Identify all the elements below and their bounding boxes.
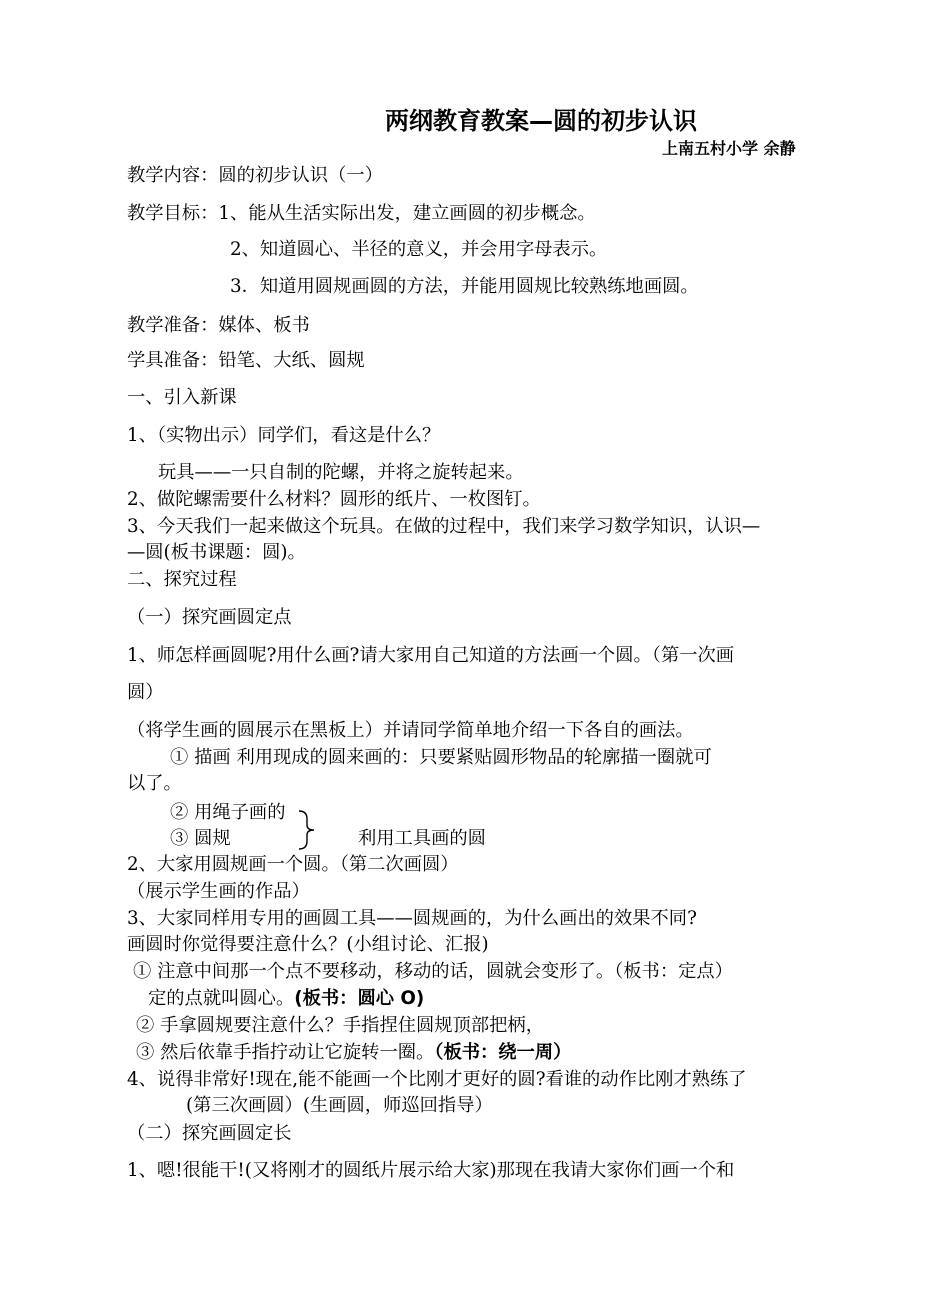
teaching-goal-3: 3．知道用圆规画圆的方法，并能用圆规比较熟练地画圆。 [230,276,699,297]
teaching-goal-1: 教学目标：1、能从生活实际出发，建立画圆的初步概念。 [127,203,596,224]
document-title: 两纲教育教案—圆的初步认识 [385,107,697,135]
paragraph: 4、说得非常好!现在,能不能画一个比刚才更好的圆?看谁的动作比刚才熟练了 [127,1069,747,1090]
student-prep: 学具准备：铅笔、大纸、圆规 [127,350,365,371]
paragraph: 1、嗯!很能干!(又将刚才的圆纸片展示给大家)那现在我请大家你们画一个和 [127,1160,735,1181]
teaching-goal-2: 2、知道圆心、半径的意义，并会用字母表示。 [230,239,608,260]
paragraph: 2、做陀螺需要什么材料？圆形的纸片、一枚图钉。 [127,489,541,510]
paragraph [148,986,424,1012]
subsection-heading: （一）探究画圆定点 [127,607,292,628]
list-item: ② 用绳子画的 [170,802,286,823]
author-line: 上南五村小学 余静 [662,139,796,158]
list-item: ③ 圆规 [170,828,231,849]
paragraph: 3、今天我们一起来做这个玩具。在做的过程中，我们来学习数学知识，认识— [127,516,761,537]
paragraph: （展示学生画的作品） [127,881,310,902]
list-item [136,1040,571,1066]
curly-brace-icon [296,809,316,851]
list-item-text: ③ 然后依靠手指拧动让它旋转一圈。 [136,1042,435,1063]
paragraph: 1、师怎样画圆呢?用什么画?请大家用自己知道的方法画一个圆。（第一次画 [127,645,735,666]
paragraph: 1、（实物出示）同学们，看这是什么？ [127,425,441,446]
paragraph: 3、大家同样用专用的画圆工具——圆规画的，为什么画出的效果不同? [127,908,697,929]
paragraph-text: 定的点就叫圆心。 [148,988,295,1009]
brace-label: 利用工具画的圆 [358,828,486,849]
paragraph: —圆(板书课题：圆)。 [127,542,306,563]
list-item: ① 描画 利用现成的圆来画的：只要紧贴圆形物品的轮廓描一圈就可 [170,747,712,768]
section-heading-1: 一、引入新课 [127,387,237,408]
list-item: ② 手拿圆规要注意什么？手指捏住圆规顶部把柄， [136,1015,544,1036]
subsection-heading: （二）探究画圆定长 [127,1123,292,1144]
paragraph: 画圆时你觉得要注意什么？(小组讨论、汇报) [127,934,489,955]
paragraph: 圆） [127,682,164,703]
paragraph: （将学生画的圆展示在黑板上）并请同学简单地介绍一下各自的画法。 [127,720,694,741]
teaching-prep: 教学准备：媒体、板书 [127,315,310,336]
paragraph: 玩具——一只自制的陀螺，并将之旋转起来。 [158,462,524,483]
paragraph: (第三次画圆）(生画圆，师巡回指导） [186,1095,493,1116]
teaching-content: 教学内容：圆的初步认识（一） [127,165,383,186]
paragraph: 以了。 [127,773,182,794]
board-note: （板书：绕一周） [434,1042,572,1063]
list-item: ① 注意中间那一个点不要移动，移动的话，圆就会变形了。（板书：定点） [133,961,733,982]
board-note: (板书：圆心 O) [294,988,425,1009]
section-heading-2: 二、探究过程 [127,569,237,590]
paragraph: 2、大家用圆规画一个圆。（第二次画圆） [127,854,459,875]
